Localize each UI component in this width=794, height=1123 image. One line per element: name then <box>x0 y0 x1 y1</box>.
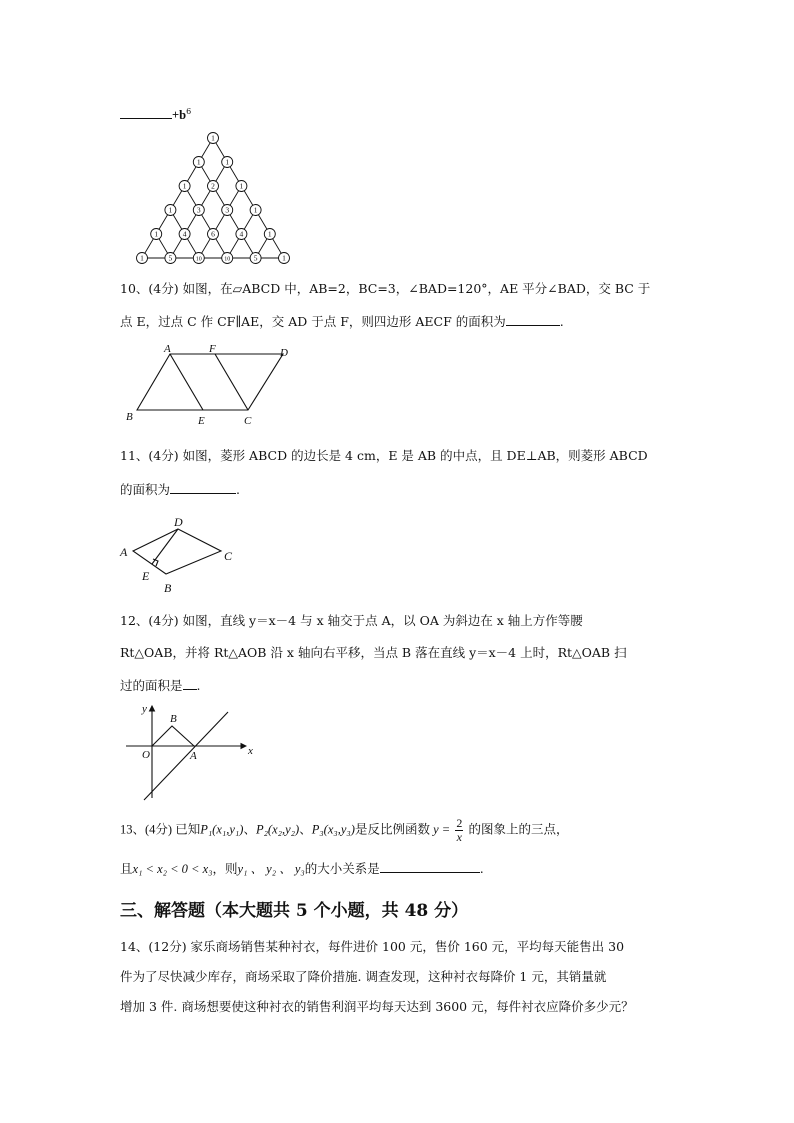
triangle-number: 3 <box>196 205 201 215</box>
label-d: D <box>280 347 288 359</box>
triangle-number: 1 <box>253 205 258 215</box>
parallelogram-abcd <box>137 354 283 410</box>
triangle-number: 1 <box>282 253 286 263</box>
answer-blank <box>506 313 560 326</box>
q14-line2: 件为了尽快减少库存，商场采取了降价措施. 调查发现，这种衬衣每降价 1 元，其销量就 <box>120 969 607 984</box>
triangle-number: 1 <box>154 229 159 239</box>
label-y: y <box>142 703 147 715</box>
point-p1: P₁(x₁,y₁) <box>200 822 244 837</box>
segment-ae <box>170 354 203 410</box>
q14-line3: 增加 3 件. 商场想要使这种衬衣的销售利润平均每天达到 3600 元，每件衬衣应降价多少元？ <box>120 999 634 1014</box>
label-a: A <box>164 343 171 355</box>
denominator: x <box>456 830 462 844</box>
rhombus-abcd <box>133 529 221 574</box>
pascal-triangle-figure <box>128 128 298 270</box>
segment-de <box>152 529 178 564</box>
triangle-number: 1 <box>196 157 201 167</box>
label-e: E <box>142 569 150 583</box>
coordinate-figure <box>118 700 260 806</box>
q14-line1: 14、(12分) 家乐商场销售某种衬衣，每件进价 100 元，售价 160 元，平均每天能售出 30 <box>120 939 625 954</box>
q13-line2-text: 且 <box>120 861 133 876</box>
q13-line2 <box>120 860 484 877</box>
q13-suffix: 的图象上的三点， <box>468 822 569 837</box>
label-c: C <box>224 549 233 563</box>
q12-period: . <box>196 678 201 693</box>
point-p2: P₂(x₂,y₂) <box>255 822 300 837</box>
q9-exponent: 6 <box>186 107 192 116</box>
triangle-number: 1 <box>182 181 187 191</box>
triangle-number: 5 <box>253 253 258 263</box>
parallelogram-figure <box>120 342 300 428</box>
separator: 、 <box>243 822 256 837</box>
q9-tail <box>120 104 191 123</box>
triangle-number: 10 <box>224 256 231 263</box>
triangle-number: 1 <box>140 253 144 263</box>
q10-line2-text: 点 E，过点 C 作 CF∥AE，交 AD 于点 F，则四边形 AECF 的面积为 <box>120 314 506 329</box>
label-b: B <box>170 713 177 725</box>
label-o: O <box>142 749 150 761</box>
triangle-number: 4 <box>182 229 187 239</box>
q10-line2 <box>120 313 564 330</box>
separator: 、 <box>299 822 312 837</box>
line-y-x-minus-4 <box>144 712 228 800</box>
point-p3: P₃(x₃,y₃) <box>311 822 355 837</box>
answer-blank <box>170 481 236 494</box>
segment-cf <box>215 354 248 410</box>
triangle-number: 3 <box>225 205 230 215</box>
triangle-number: 2 <box>211 181 215 191</box>
q10-period: . <box>559 314 564 329</box>
q13-prefix: 13、(4分) 已知 <box>120 822 201 837</box>
q13-period: . <box>479 861 484 876</box>
fraction <box>455 817 463 844</box>
numerator: 2 <box>456 816 463 830</box>
label-b: B <box>126 411 133 423</box>
q11-line2 <box>120 481 240 498</box>
triangle-number: 1 <box>267 229 272 239</box>
triangle-number: 6 <box>211 229 215 239</box>
label-d: D <box>174 515 183 529</box>
triangle-number: 5 <box>168 253 173 263</box>
answer-blank <box>120 106 172 119</box>
variables-y: y₁ 、 y₂ 、 y₃ <box>237 862 305 876</box>
q13-text: 是反比例函数 <box>354 822 430 837</box>
rhombus-figure <box>116 512 246 598</box>
q10-line1: 10、(4分) 如图，在▱ABCD 中，AB=2，BC=3，∠BAD=120°，AE 平分∠BAD，交 BC 于 <box>120 281 651 296</box>
q9-tail-text: +b <box>172 108 187 123</box>
label-b: B <box>164 581 172 595</box>
q11-line1: 11、(4分) 如图，菱形 ABCD 的边长是 4 cm，E 是 AB 的中点，且 DE⊥AB，则菱形 ABCD <box>120 448 648 463</box>
function-lhs: y = <box>433 822 451 837</box>
inequality: x₁ < x₂ < 0 < x₃ <box>132 862 213 876</box>
q13-line2-text: ，则 <box>212 861 238 876</box>
triangle-number: 1 <box>239 181 244 191</box>
label-a: A <box>190 750 197 762</box>
answer-blank <box>380 860 480 873</box>
q11-line2-text: 的面积为 <box>120 482 171 497</box>
q13-line2-text: 的大小关系是 <box>304 861 380 876</box>
triangle-oab <box>152 726 194 746</box>
label-x: x <box>248 745 253 757</box>
triangle-number: 4 <box>239 229 244 239</box>
q12-line3 <box>120 677 201 694</box>
q13-line1 <box>120 817 568 844</box>
label-f: F <box>209 343 216 355</box>
section-heading: 三、解答题（本大题共 5 个小题，共 48 分） <box>120 901 469 921</box>
triangle-number: 10 <box>195 256 202 263</box>
answer-blank <box>183 677 197 690</box>
q11-period: . <box>236 482 240 497</box>
triangle-number: 1 <box>211 133 215 143</box>
q12-line3-text: 过的面积是 <box>120 678 183 693</box>
label-a: A <box>120 545 128 559</box>
q12-line1: 12、(4分) 如图，直线 y＝x－4 与 x 轴交于点 A，以 OA 为斜边在 x 轴上方作等腰 <box>120 613 583 628</box>
label-e: E <box>198 415 205 427</box>
triangle-number: 1 <box>168 205 173 215</box>
q12-line2: Rt△OAB，并将 Rt△AOB 沿 x 轴向右平移，当点 B 落在直线 y＝x－4 上时，Rt△OAB 扫 <box>120 645 627 660</box>
triangle-number: 1 <box>225 157 230 167</box>
label-c: C <box>244 415 252 427</box>
